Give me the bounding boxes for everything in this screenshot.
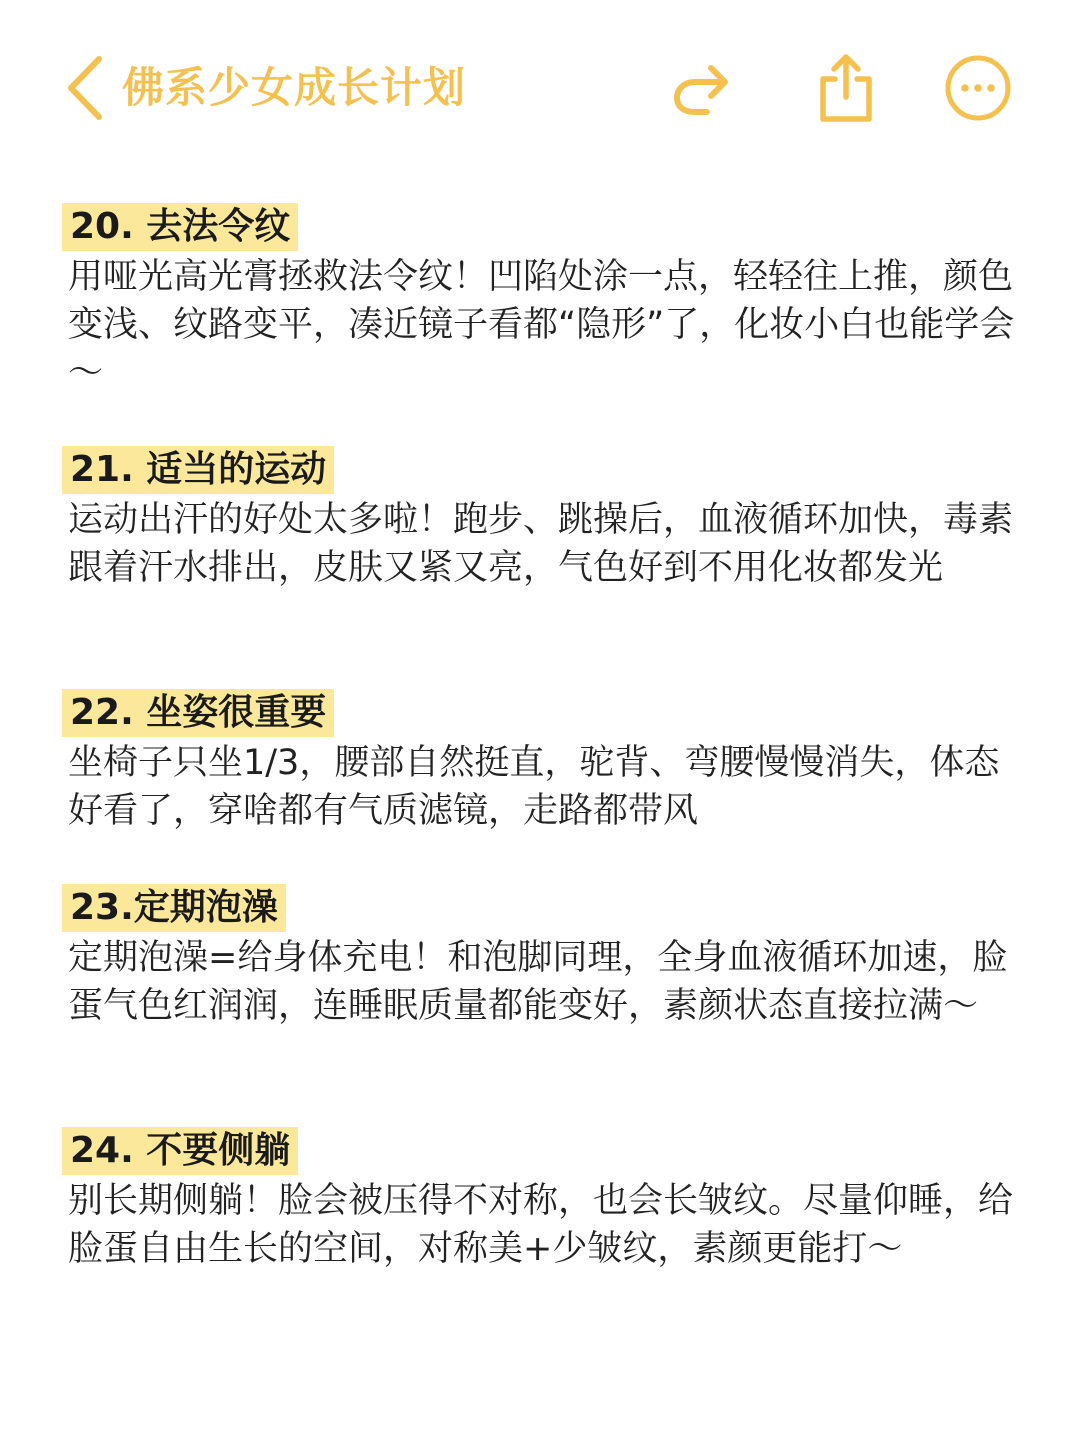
section-heading: 24. 不要侧躺 xyxy=(62,1127,298,1175)
section-heading: 23.定期泡澡 xyxy=(62,884,286,932)
page-title: 佛系少女成长计划 xyxy=(122,63,467,112)
section-body: 定期泡澡=给身体充电！和泡脚同理，全身血液循环加速，脸蛋气色红润润，连睡眠质量都能变好，素颜状态直接拉满～ xyxy=(68,938,1008,1026)
section-heading: 21. 适当的运动 xyxy=(62,446,334,494)
section-body: 坐椅子只坐1/3，腰部自然挺直，驼背、弯腰慢慢消失，体态好看了，穿啥都有气质滤镜，走路都带风 xyxy=(68,743,1000,831)
section-body: 运动出汗的好处太多啦！跑步、跳操后，血液循环加快，毒素跟着汗水排出，皮肤又紧又亮，气色好到不用化妆都发光 xyxy=(68,500,1014,588)
section-body: 用哑光高光膏拯救法令纹！凹陷处涂一点，轻轻往上推，颜色变浅、纹路变平，凑近镜子看都“隐形”了，化妆小白也能学会～ xyxy=(68,257,1015,393)
tip-section-24 xyxy=(60,1127,1020,1273)
section-body: 别长期侧躺！脸会被压得不对称，也会长皱纹。尽量仰睡，给脸蛋自由生长的空间，对称美+少皱纹，素颜更能打～ xyxy=(68,1181,1014,1269)
section-heading: 22. 坐姿很重要 xyxy=(62,689,334,737)
section-heading: 20. 去法令纹 xyxy=(62,203,298,251)
tip-section-23 xyxy=(60,884,1020,1030)
tip-section-20 xyxy=(60,203,1020,397)
tip-section-22 xyxy=(60,689,1020,835)
tip-section-21 xyxy=(60,446,1020,592)
